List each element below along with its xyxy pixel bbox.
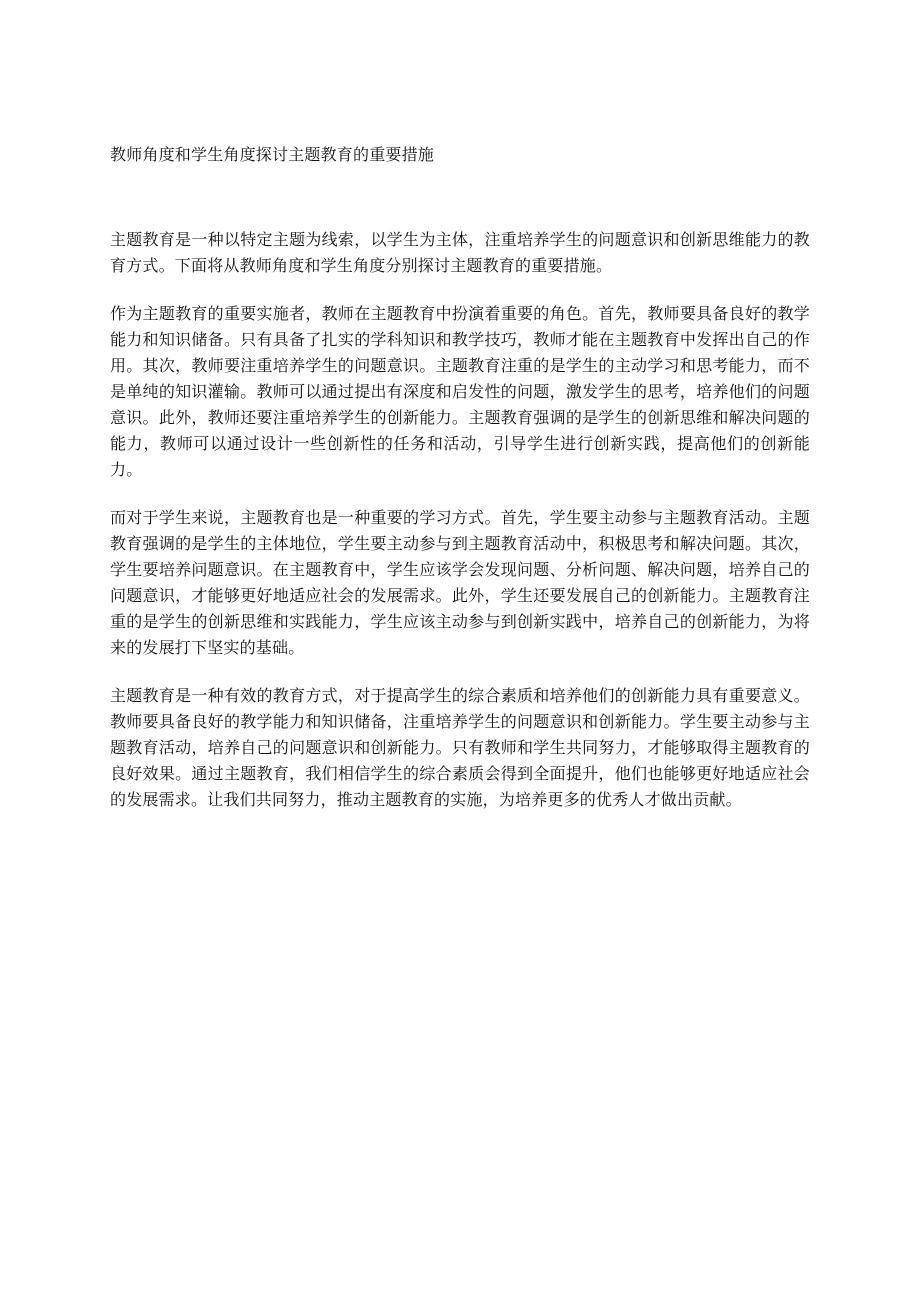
paragraph-intro: 主题教育是一种以特定主题为线索，以学生为主体，注重培养学生的问题意识和创新思维能力的教育方式。下面将从教师角度和学生角度分别探讨主题教育的重要措施。 bbox=[110, 230, 810, 275]
document-title: 教师角度和学生角度探讨主题教育的重要措施 bbox=[110, 145, 435, 164]
paragraph-teacher: 作为主题教育的重要实施者，教师在主题教育中扮演着重要的角色。首先，教师要具备良好的教学能力和知识储备。只有具备了扎实的学科知识和教学技巧，教师才能在主题教育中发挥出自己的作用。其次，教师要注重培养学生的问题意识。主题教育注重的是学生的主动学习和思考能力，而不是单纯的知识灌输。教师可以通过提出有深度和启发性的问题，激发学生的思考，培养他们的问题意识。此外，教师还要注重培养学生的创新能力。主题教育强调的是学生的创新思维和解决问题的能力，教师可以通过设计一些创新性的任务和活动，引导学生进行创新实践，提高他们的创新能力。 bbox=[110, 304, 810, 479]
paragraph-student: 而对于学生来说，主题教育也是一种重要的学习方式。首先，学生要主动参与主题教育活动。主题教育强调的是学生的主体地位，学生要主动参与到主题教育活动中，积极思考和解决问题。其次，学生要培养问题意识。在主题教育中，学生应该学会发现问题、分析问题、解决问题，培养自己的问题意识，才能够更好地适应社会的发展需求。此外，学生还要发展自己的创新能力。主题教育注重的是学生的创新思维和实践能力，学生应该主动参与到创新实践中，培养自己的创新能力，为将来的发展打下坚实的基础。 bbox=[110, 508, 810, 657]
paragraph-conclusion: 主题教育是一种有效的教育方式，对于提高学生的综合素质和培养他们的创新能力具有重要意义。教师要具备良好的教学能力和知识储备，注重培养学生的问题意识和创新能力。学生要主动参与主题教育活动，培养自己的问题意识和创新能力。只有教师和学生共同努力，才能够取得主题教育的良好效果。通过主题教育，我们相信学生的综合素质会得到全面提升，他们也能够更好地适应社会的发展需求。让我们共同努力，推动主题教育的实施，为培养更多的优秀人才做出贡献。 bbox=[110, 686, 810, 809]
document-body bbox=[110, 227, 810, 835]
